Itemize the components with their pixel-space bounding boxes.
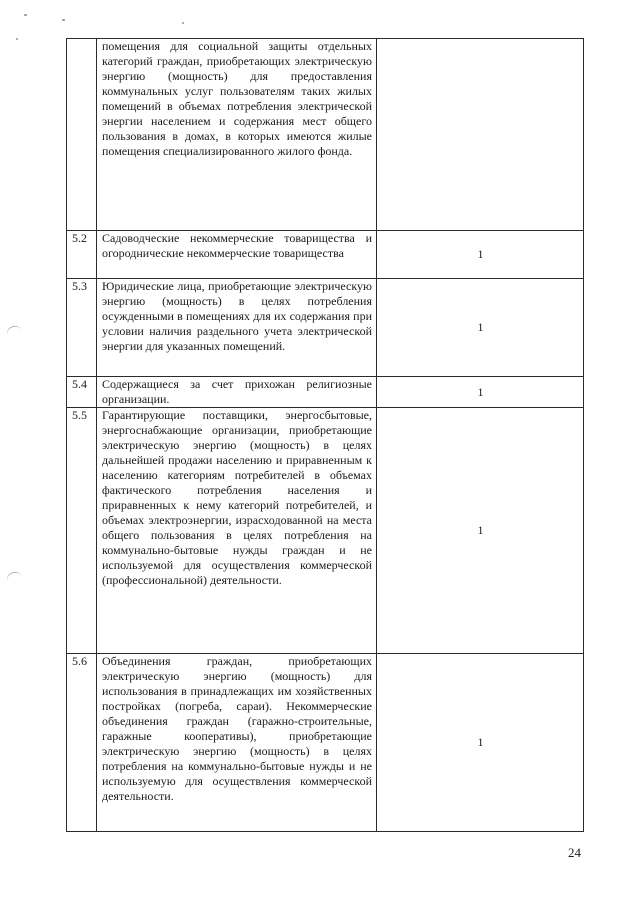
scan-speck — [182, 22, 184, 24]
row-description: Гарантирующие поставщики, энергосбытовые, энергоснабжающие организации, приобретающие электрическую энергию (мощность) в целях дальнейшей продажи населению и приравненным к населению категориям потребителей в объемах фактического потребления населения и приравненных к нему категорий потребителей, и объемах электроэнергии, израсходованной на места общего пользования в целях потребления на коммунально-бытовые нужды граждан и не используемой для осуществления коммерческой (профессиональной) деятельности. — [97, 408, 377, 654]
table-row — [67, 408, 584, 654]
row-number: 5.3 — [67, 279, 97, 377]
row-value: 1 — [377, 654, 584, 832]
scan-speck — [16, 38, 18, 40]
row-value: 1 — [377, 279, 584, 377]
row-number: 5.5 — [67, 408, 97, 654]
scan-speck — [62, 19, 65, 21]
row-value: 1 — [377, 408, 584, 654]
table-row — [67, 377, 584, 408]
row-description: Содержащиеся за счет прихожан религиозные организации. — [97, 377, 377, 408]
row-value — [377, 39, 584, 231]
row-number — [67, 39, 97, 231]
scan-punch-mark — [5, 324, 24, 340]
row-description: Юридические лица, приобретающие электрическую энергию (мощность) в целях потребления осужденными в помещениях для их содержания при условии наличия раздельного учета электрической энергии для указанных помещений. — [97, 279, 377, 377]
row-description: Садоводческие некоммерческие товарищества и огороднические некоммерческие товарищества — [97, 231, 377, 279]
table-row — [67, 231, 584, 279]
scan-speck — [24, 14, 27, 16]
table-row — [67, 39, 584, 231]
row-description: помещения для социальной защиты отдельных категорий граждан, приобретающих электрическую энергию (мощность) для предоставления коммунальных услуг пользователям таких жилых помещений в объемах потребления электрической энергии населением и содержания мест общего пользования в домах, в которых имеются жилые помещения специализированного жилого фонда. — [97, 39, 377, 231]
table-row — [67, 279, 584, 377]
row-value: 1 — [377, 231, 584, 279]
row-value: 1 — [377, 377, 584, 408]
row-number: 5.2 — [67, 231, 97, 279]
tariff-category-table — [66, 38, 584, 832]
row-number: 5.4 — [67, 377, 97, 408]
table-row — [67, 654, 584, 832]
row-description: Объединения граждан, приобретающих электрическую энергию (мощность) для использования в принадлежащих им хозяйственных постройках (погреба, сараи). Некоммерческие объединения граждан (гаражно-строительные, гаражные кооперативы), приобретающие электрическую энергию (мощность) в целях потребления на коммунально-бытовые нужды и не используемую для осуществления коммерческой деятельности. — [97, 654, 377, 832]
row-number: 5.6 — [67, 654, 97, 832]
page-number: 24 — [568, 845, 581, 860]
scan-punch-mark — [5, 570, 24, 586]
